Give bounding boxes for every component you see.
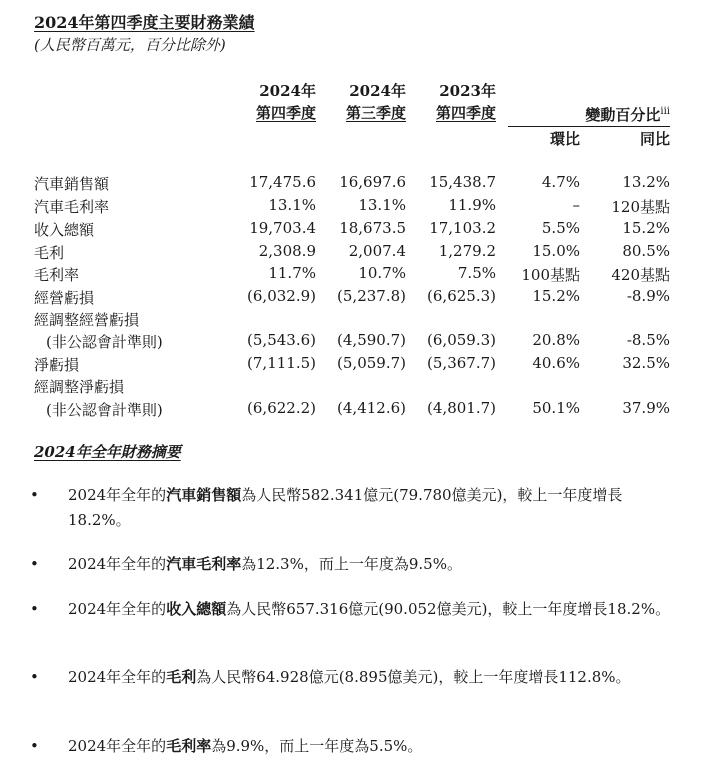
header-qoq: 環比 bbox=[549, 130, 580, 148]
table-row bbox=[0, 354, 716, 376]
cell-qoq: 15.0% bbox=[532, 242, 580, 260]
cell-yoy: 420基點 bbox=[611, 266, 670, 284]
table-row bbox=[0, 287, 716, 309]
table-row bbox=[0, 196, 716, 218]
page-title: 2024年第四季度主要財務業績 bbox=[34, 13, 255, 32]
header-col3-quarter: 第四季度 bbox=[435, 104, 496, 122]
cell-yoy: -8.9% bbox=[626, 287, 670, 305]
bullet-text: 2024年全年的毛利率為9.9%，而上一年度為5.5%。 bbox=[68, 737, 423, 755]
row-label: 收入總額 bbox=[34, 221, 95, 239]
header-col1-year: 2024年 bbox=[259, 82, 316, 100]
cell-q4-2023: (5,367.7) bbox=[427, 354, 496, 372]
row-sublabel: (非公認會計準則) bbox=[46, 333, 163, 351]
cell-qoq: – bbox=[572, 196, 580, 214]
cell-q4-2024: (6,032.9) bbox=[247, 287, 316, 305]
cell-qoq: 100基點 bbox=[521, 266, 580, 284]
row-label: 經營虧損 bbox=[34, 289, 95, 307]
cell-yoy: -8.5% bbox=[626, 331, 670, 349]
table-row-label-only bbox=[0, 309, 716, 331]
bullet-text: 2024年全年的汽車銷售額為人民幣582.341億元(79.780億美元)，較上一年度增長18.2%。 bbox=[68, 486, 623, 529]
cell-q4-2023: 15,438.7 bbox=[429, 173, 496, 191]
table-row bbox=[0, 331, 716, 353]
cell-qoq: 4.7% bbox=[541, 173, 580, 191]
row-label: 汽車銷售額 bbox=[34, 175, 110, 193]
table-row bbox=[0, 399, 716, 421]
cell-yoy: 37.9% bbox=[622, 399, 670, 417]
cell-q3-2024: 18,673.5 bbox=[339, 219, 406, 237]
cell-qoq: 20.8% bbox=[532, 331, 580, 349]
cell-q3-2024: (4,412.6) bbox=[337, 399, 406, 417]
cell-q4-2024: 17,475.6 bbox=[249, 173, 316, 191]
cell-q4-2024: 2,308.9 bbox=[258, 242, 316, 260]
row-label: 毛利率 bbox=[34, 266, 80, 284]
row-sublabel: (非公認會計準則) bbox=[46, 401, 163, 419]
cell-q4-2024: (5,543.6) bbox=[247, 331, 316, 349]
cell-q3-2024: 13.1% bbox=[358, 196, 406, 214]
bullet-marker: • bbox=[30, 555, 39, 573]
cell-yoy: 32.5% bbox=[622, 354, 670, 372]
cell-qoq: 5.5% bbox=[541, 219, 580, 237]
cell-qoq: 15.2% bbox=[532, 287, 580, 305]
cell-q4-2023: 7.5% bbox=[457, 264, 496, 282]
cell-q4-2023: (4,801.7) bbox=[427, 399, 496, 417]
header-yoy: 同比 bbox=[639, 130, 670, 148]
cell-yoy: 120基點 bbox=[611, 198, 670, 216]
cell-q4-2023: 1,279.2 bbox=[438, 242, 496, 260]
cell-q4-2023: (6,059.3) bbox=[427, 331, 496, 349]
row-label: 淨虧損 bbox=[34, 356, 80, 374]
table-row-label-only bbox=[0, 376, 716, 398]
bullet-text: 2024年全年的收入總額為人民幣657.316億元(90.052億美元)，較上一年度增長18.2%。 bbox=[68, 600, 671, 618]
table-row bbox=[0, 242, 716, 264]
row-label: 經調整淨虧損 bbox=[34, 378, 125, 396]
bullet-text: 2024年全年的汽車毛利率為12.3%，而上一年度為9.5%。 bbox=[68, 555, 462, 573]
bullet-marker: • bbox=[30, 486, 39, 504]
cell-yoy: 13.2% bbox=[622, 173, 670, 191]
bullet-marker: • bbox=[30, 600, 39, 618]
row-label: 經調整經營虧損 bbox=[34, 311, 140, 329]
header-change-percent: 變動百分比$^{iii}$ bbox=[508, 104, 670, 127]
header-col2-quarter: 第三季度 bbox=[345, 104, 406, 122]
cell-q3-2024: (5,059.7) bbox=[337, 354, 406, 372]
header-col3-year: 2023年 bbox=[439, 82, 496, 100]
header-col2-year: 2024年 bbox=[349, 82, 406, 100]
cell-q3-2024: 16,697.6 bbox=[339, 173, 406, 191]
cell-q4-2024: (6,622.2) bbox=[247, 399, 316, 417]
bullet-marker: • bbox=[30, 668, 39, 686]
section-title: 2024年全年財務摘要 bbox=[34, 443, 181, 461]
cell-qoq: 40.6% bbox=[532, 354, 580, 372]
cell-q4-2023: 11.9% bbox=[448, 196, 496, 214]
cell-q4-2024: (7,111.5) bbox=[247, 354, 316, 372]
table-row bbox=[0, 219, 716, 241]
cell-q4-2024: 19,703.4 bbox=[249, 219, 316, 237]
header-col1-quarter: 第四季度 bbox=[255, 104, 316, 122]
cell-q3-2024: 10.7% bbox=[358, 264, 406, 282]
table-row bbox=[0, 264, 716, 286]
page-subtitle: (人民幣百萬元，百分比除外) bbox=[34, 36, 226, 54]
cell-q4-2023: 17,103.2 bbox=[429, 219, 496, 237]
cell-q3-2024: (4,590.7) bbox=[337, 331, 406, 349]
bullet-text: 2024年全年的毛利為人民幣64.928億元(8.895億美元)，較上一年度增長112.8%。 bbox=[68, 668, 631, 686]
row-label: 毛利 bbox=[34, 244, 65, 262]
cell-q4-2024: 11.7% bbox=[268, 264, 316, 282]
cell-q4-2023: (6,625.3) bbox=[427, 287, 496, 305]
bullet-marker: • bbox=[30, 737, 39, 755]
row-label: 汽車毛利率 bbox=[34, 198, 110, 216]
cell-q3-2024: 2,007.4 bbox=[348, 242, 406, 260]
cell-yoy: 80.5% bbox=[622, 242, 670, 260]
table-row bbox=[0, 173, 716, 195]
cell-qoq: 50.1% bbox=[532, 399, 580, 417]
cell-q4-2024: 13.1% bbox=[268, 196, 316, 214]
cell-q3-2024: (5,237.8) bbox=[337, 287, 406, 305]
cell-yoy: 15.2% bbox=[622, 219, 670, 237]
